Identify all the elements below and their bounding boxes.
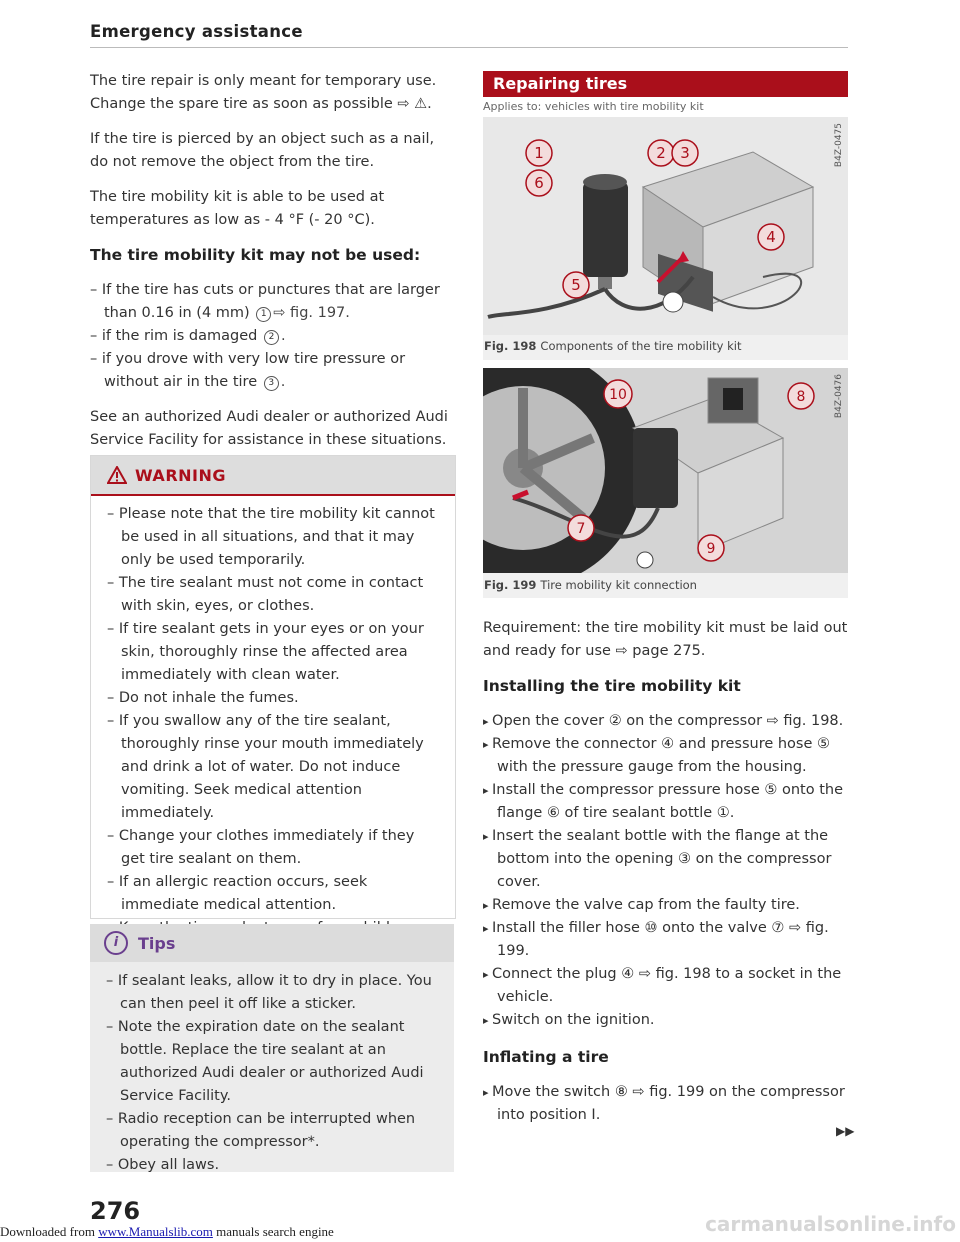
list-item: – Please note that the tire mobility kit cannot be used in all situations, and that it may only be used temporarily. bbox=[107, 503, 441, 572]
figure-code: B4Z-0475 bbox=[834, 123, 844, 168]
step-item: ▸ Move the switch ⑧ ⇨ fig. 199 on the compressor into position I. bbox=[483, 1081, 848, 1127]
warning-header bbox=[91, 456, 455, 496]
tire-connection-illustration bbox=[483, 368, 848, 573]
step-item: ▸ Install the compressor pressure hose ⑤ onto the flange ⑥ of tire sealant bottle ①. bbox=[483, 779, 848, 825]
list-item: – Radio reception can be interrupted when operating the compressor*. bbox=[106, 1108, 440, 1154]
list-item: – If sealant leaks, allow it to dry in place. You can then peel it off like a sticker. bbox=[106, 970, 440, 1016]
callout-number: 2 bbox=[264, 330, 279, 345]
right-column-text bbox=[483, 617, 848, 1141]
list-item: – Change your clothes immediately if they get tire sealant on them. bbox=[107, 825, 441, 871]
figure-198 bbox=[483, 117, 848, 360]
inflate-steps bbox=[483, 1081, 848, 1127]
list-item: – Note the expiration date on the sealant bottle. Replace the tire sealant at an authorized Audi dealer or authorized Audi Service Facility. bbox=[106, 1016, 440, 1108]
manualslib-link[interactable]: www.Manualslib.com bbox=[98, 1224, 213, 1239]
section-title: Emergency assistance bbox=[90, 22, 303, 41]
step-item: ▸ Remove the connector ④ and pressure hose ⑤ with the pressure gauge from the housing. bbox=[483, 733, 848, 779]
installing-heading: Installing the tire mobility kit bbox=[483, 677, 741, 695]
list-item: – The tire sealant must not come in contact with skin, eyes, or clothes. bbox=[107, 572, 441, 618]
requirement-paragraph: Requirement: the tire mobility kit must be laid out and ready for use ⇨ page 275. bbox=[483, 620, 848, 659]
intro-paragraph: The tire repair is only meant for temporary use. Change the spare tire as soon as possible ⇨ ⚠. bbox=[90, 73, 437, 112]
svg-text:6: 6 bbox=[534, 174, 544, 192]
download-footer: Downloaded from www.Manualslib.com manuals search engine bbox=[0, 1224, 334, 1239]
tips-title: Tips bbox=[138, 933, 176, 953]
svg-text:7: 7 bbox=[576, 521, 586, 537]
left-column bbox=[90, 70, 454, 464]
dealer-paragraph: See an authorized Audi dealer or authorized Audi Service Facility for assistance in these situations. bbox=[90, 409, 448, 448]
list-item: – Obey all laws. bbox=[106, 1154, 440, 1177]
svg-text:2: 2 bbox=[656, 144, 666, 162]
info-icon: i bbox=[104, 931, 128, 955]
step-item: ▸ Insert the sealant bottle with the flange at the bottom into the opening ③ on the compressor cover. bbox=[483, 825, 848, 894]
step-item: ▸ Install the filler hose ⑩ onto the valve ⑦ ⇨ fig. 199. bbox=[483, 917, 848, 963]
warning-box bbox=[90, 455, 456, 919]
inflating-heading: Inflating a tire bbox=[483, 1048, 609, 1066]
temperature-paragraph: The tire mobility kit is able to be used at temperatures as low as - 4 °F (- 20 °C). bbox=[90, 189, 385, 228]
not-used-list bbox=[90, 279, 454, 394]
list-item: – If you swallow any of the tire sealant, thoroughly rinse your mouth immediately and drink a lot of water. Do not induce vomiting. Seek medical attention immediately. bbox=[107, 710, 441, 825]
install-steps bbox=[483, 710, 848, 1032]
warning-list bbox=[107, 503, 441, 940]
step-item: ▸ Connect the plug ④ ⇨ fig. 198 to a socket in the vehicle. bbox=[483, 963, 848, 1009]
figure-199 bbox=[483, 368, 848, 598]
tips-header bbox=[90, 924, 454, 962]
watermark: carmanualsonline.info bbox=[705, 1212, 956, 1236]
applies-to-note: Applies to: vehicles with tire mobility kit bbox=[483, 100, 704, 113]
step-item: ▸ Open the cover ② on the compressor ⇨ fig. 198. bbox=[483, 710, 848, 733]
tire-mobility-kit-illustration bbox=[483, 117, 848, 335]
svg-text:4: 4 bbox=[766, 228, 776, 246]
step-item: ▸ Switch on the ignition. bbox=[483, 1009, 848, 1032]
svg-text:3: 3 bbox=[680, 144, 690, 162]
figure-code: B4Z-0476 bbox=[834, 374, 844, 419]
callout-number: 3 bbox=[264, 376, 279, 391]
tips-list bbox=[106, 970, 440, 1177]
continued-arrow-icon: ▶▶ bbox=[836, 1124, 855, 1138]
callout-number: 1 bbox=[256, 307, 271, 322]
svg-text:9: 9 bbox=[706, 541, 716, 557]
svg-text:5: 5 bbox=[571, 276, 581, 294]
step-item: ▸ Remove the valve cap from the faulty tire. bbox=[483, 894, 848, 917]
tips-box bbox=[90, 924, 454, 1172]
list-item: – If the tire has cuts or punctures that are larger than 0.16 in (4 mm) 1 ⇨ fig. 197. bbox=[90, 279, 454, 325]
list-item: – If tire sealant gets in your eyes or on your skin, thoroughly rinse the affected area immediately with clean water. bbox=[107, 618, 441, 687]
warning-triangle-icon bbox=[107, 466, 127, 484]
object-paragraph: If the tire is pierced by an object such as a nail, do not remove the object from the tire. bbox=[90, 131, 435, 170]
header-divider bbox=[90, 47, 848, 48]
svg-text:1: 1 bbox=[534, 144, 544, 162]
figure-199-caption: Fig. 199 Tire mobility kit connection bbox=[484, 578, 697, 592]
svg-text:8: 8 bbox=[796, 389, 806, 405]
figure-198-caption: Fig. 198 Components of the tire mobility kit bbox=[484, 339, 742, 353]
not-used-heading: The tire mobility kit may not be used: bbox=[90, 246, 421, 264]
page-number: 276 bbox=[90, 1197, 141, 1225]
warning-title: WARNING bbox=[135, 465, 226, 485]
list-item: – if the rim is damaged 2 . bbox=[90, 325, 454, 348]
repairing-tires-title: Repairing tires bbox=[483, 71, 848, 97]
svg-text:10: 10 bbox=[609, 387, 627, 403]
list-item: – if you drove with very low tire pressure or without air in the tire 3 . bbox=[90, 348, 454, 394]
list-item: – If an allergic reaction occurs, seek immediate medical attention. bbox=[107, 871, 441, 917]
list-item: – Do not inhale the fumes. bbox=[107, 687, 441, 710]
